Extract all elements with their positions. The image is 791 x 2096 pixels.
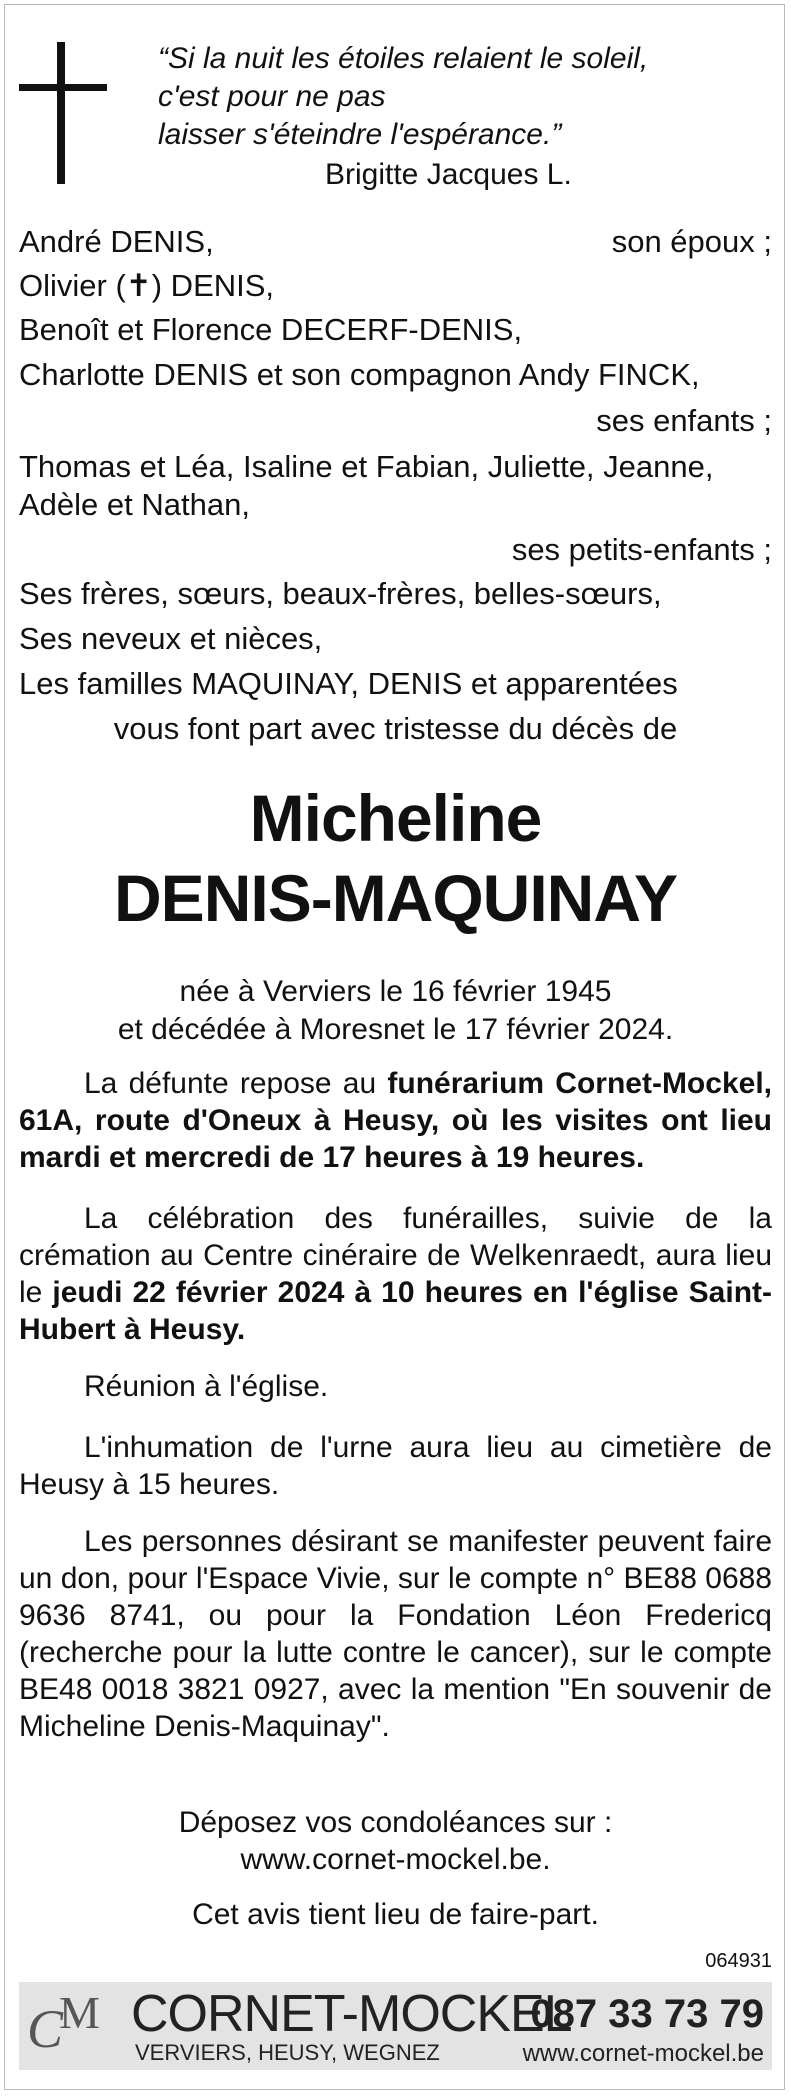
burial-paragraph: L'inhumation de l'urne aura lieu au cimetière de Heusy à 15 heures. (19, 1431, 772, 1501)
child-name: Benoît et Florence DECERF-DENIS, (19, 312, 523, 347)
gathering-paragraph: Réunion à l'église. (84, 1370, 329, 1403)
other-relatives: Ses frères, sœurs, beaux-frères, belles-sœurs, (19, 576, 662, 611)
wake-paragraph: La défunte repose au funérarium Cornet-Mockel, 61A, route d'Oneux à Heusy, où les visites ont lieu mardi et mercredi de 17 heures à 19 heures. (19, 1067, 772, 1174)
grandchildren-line: Thomas et Léa, Isaline et Fabian, Juliette, Jeanne, (19, 449, 714, 484)
grandchildren-line: Adèle et Nathan, (19, 487, 250, 522)
deceased-last-name: DENIS-MAQUINAY (114, 861, 677, 935)
phone-number[interactable]: 087 33 73 79 (530, 1992, 764, 2036)
quote-line: c'est pour ne pas (158, 80, 386, 113)
footer-website-link[interactable]: www.cornet-mockel.be (522, 2040, 764, 2067)
spouse-name: André DENIS, (19, 224, 214, 259)
quote-author: Brigitte Jacques L. (325, 158, 572, 191)
condolences-text: Déposez vos condoléances sur : (178, 1806, 613, 1839)
children-role: ses enfants ; (596, 403, 772, 438)
quote-line: “Si la nuit les étoiles relaient le soleil, (158, 42, 649, 75)
donation-paragraph: Les personnes désirant se manifester peuvent faire un don, pour l'Espace Vivie, sur le compte n° BE88 0688 9636 8741, ou pour la Fondation Léon Fredericq (recherche pour la lutte contre le cancer), sur le compte BE48 0018 3821 0927, avec la mention "En souvenir de Micheline Denis-Maquinay". (19, 1525, 772, 1743)
death-info: et décédée à Moresnet le 17 février 2024. (117, 1013, 674, 1046)
brand-name: CORNET-MOCKEL (131, 1985, 572, 2043)
brand-locations: VERVIERS, HEUSY, WEGNEZ (135, 2040, 440, 2065)
other-relatives: Les familles MAQUINAY, DENIS et apparentées (19, 666, 678, 701)
grandchildren-role: ses petits-enfants ; (511, 532, 772, 567)
spouse-role: son époux ; (611, 224, 772, 259)
reference-number: 064931 (705, 1950, 772, 1972)
birth-info: née à Verviers le 16 février 1945 (179, 975, 612, 1008)
quote-line: laisser s'éteindre l'espérance.” (158, 118, 562, 151)
condolences-link[interactable]: www.cornet-mockel.be. (240, 1843, 551, 1876)
child-name: Olivier (✝) DENIS, (19, 268, 275, 303)
logo-m: M (59, 1987, 100, 2038)
other-relatives: Ses neveux et nièces, (19, 621, 323, 656)
logo-c: C (27, 1999, 64, 2059)
deceased-first-name: Micheline (249, 781, 542, 855)
funeral-home-footer (19, 1982, 772, 2070)
announcement: vous font part avec tristesse du décès de (113, 711, 678, 746)
epigraph-quote (158, 40, 648, 154)
child-name: Charlotte DENIS et son compagnon Andy FINCK, (19, 357, 700, 392)
notice-text: Cet avis tient lieu de faire-part. (192, 1898, 599, 1931)
funeral-paragraph: La célébration des funérailles, suivie de la crémation au Centre cinéraire de Welkenraedt, aura lieu le jeudi 22 février 2024 à 10 heures en l'église Saint-Hubert à Heusy. (19, 1202, 772, 1346)
